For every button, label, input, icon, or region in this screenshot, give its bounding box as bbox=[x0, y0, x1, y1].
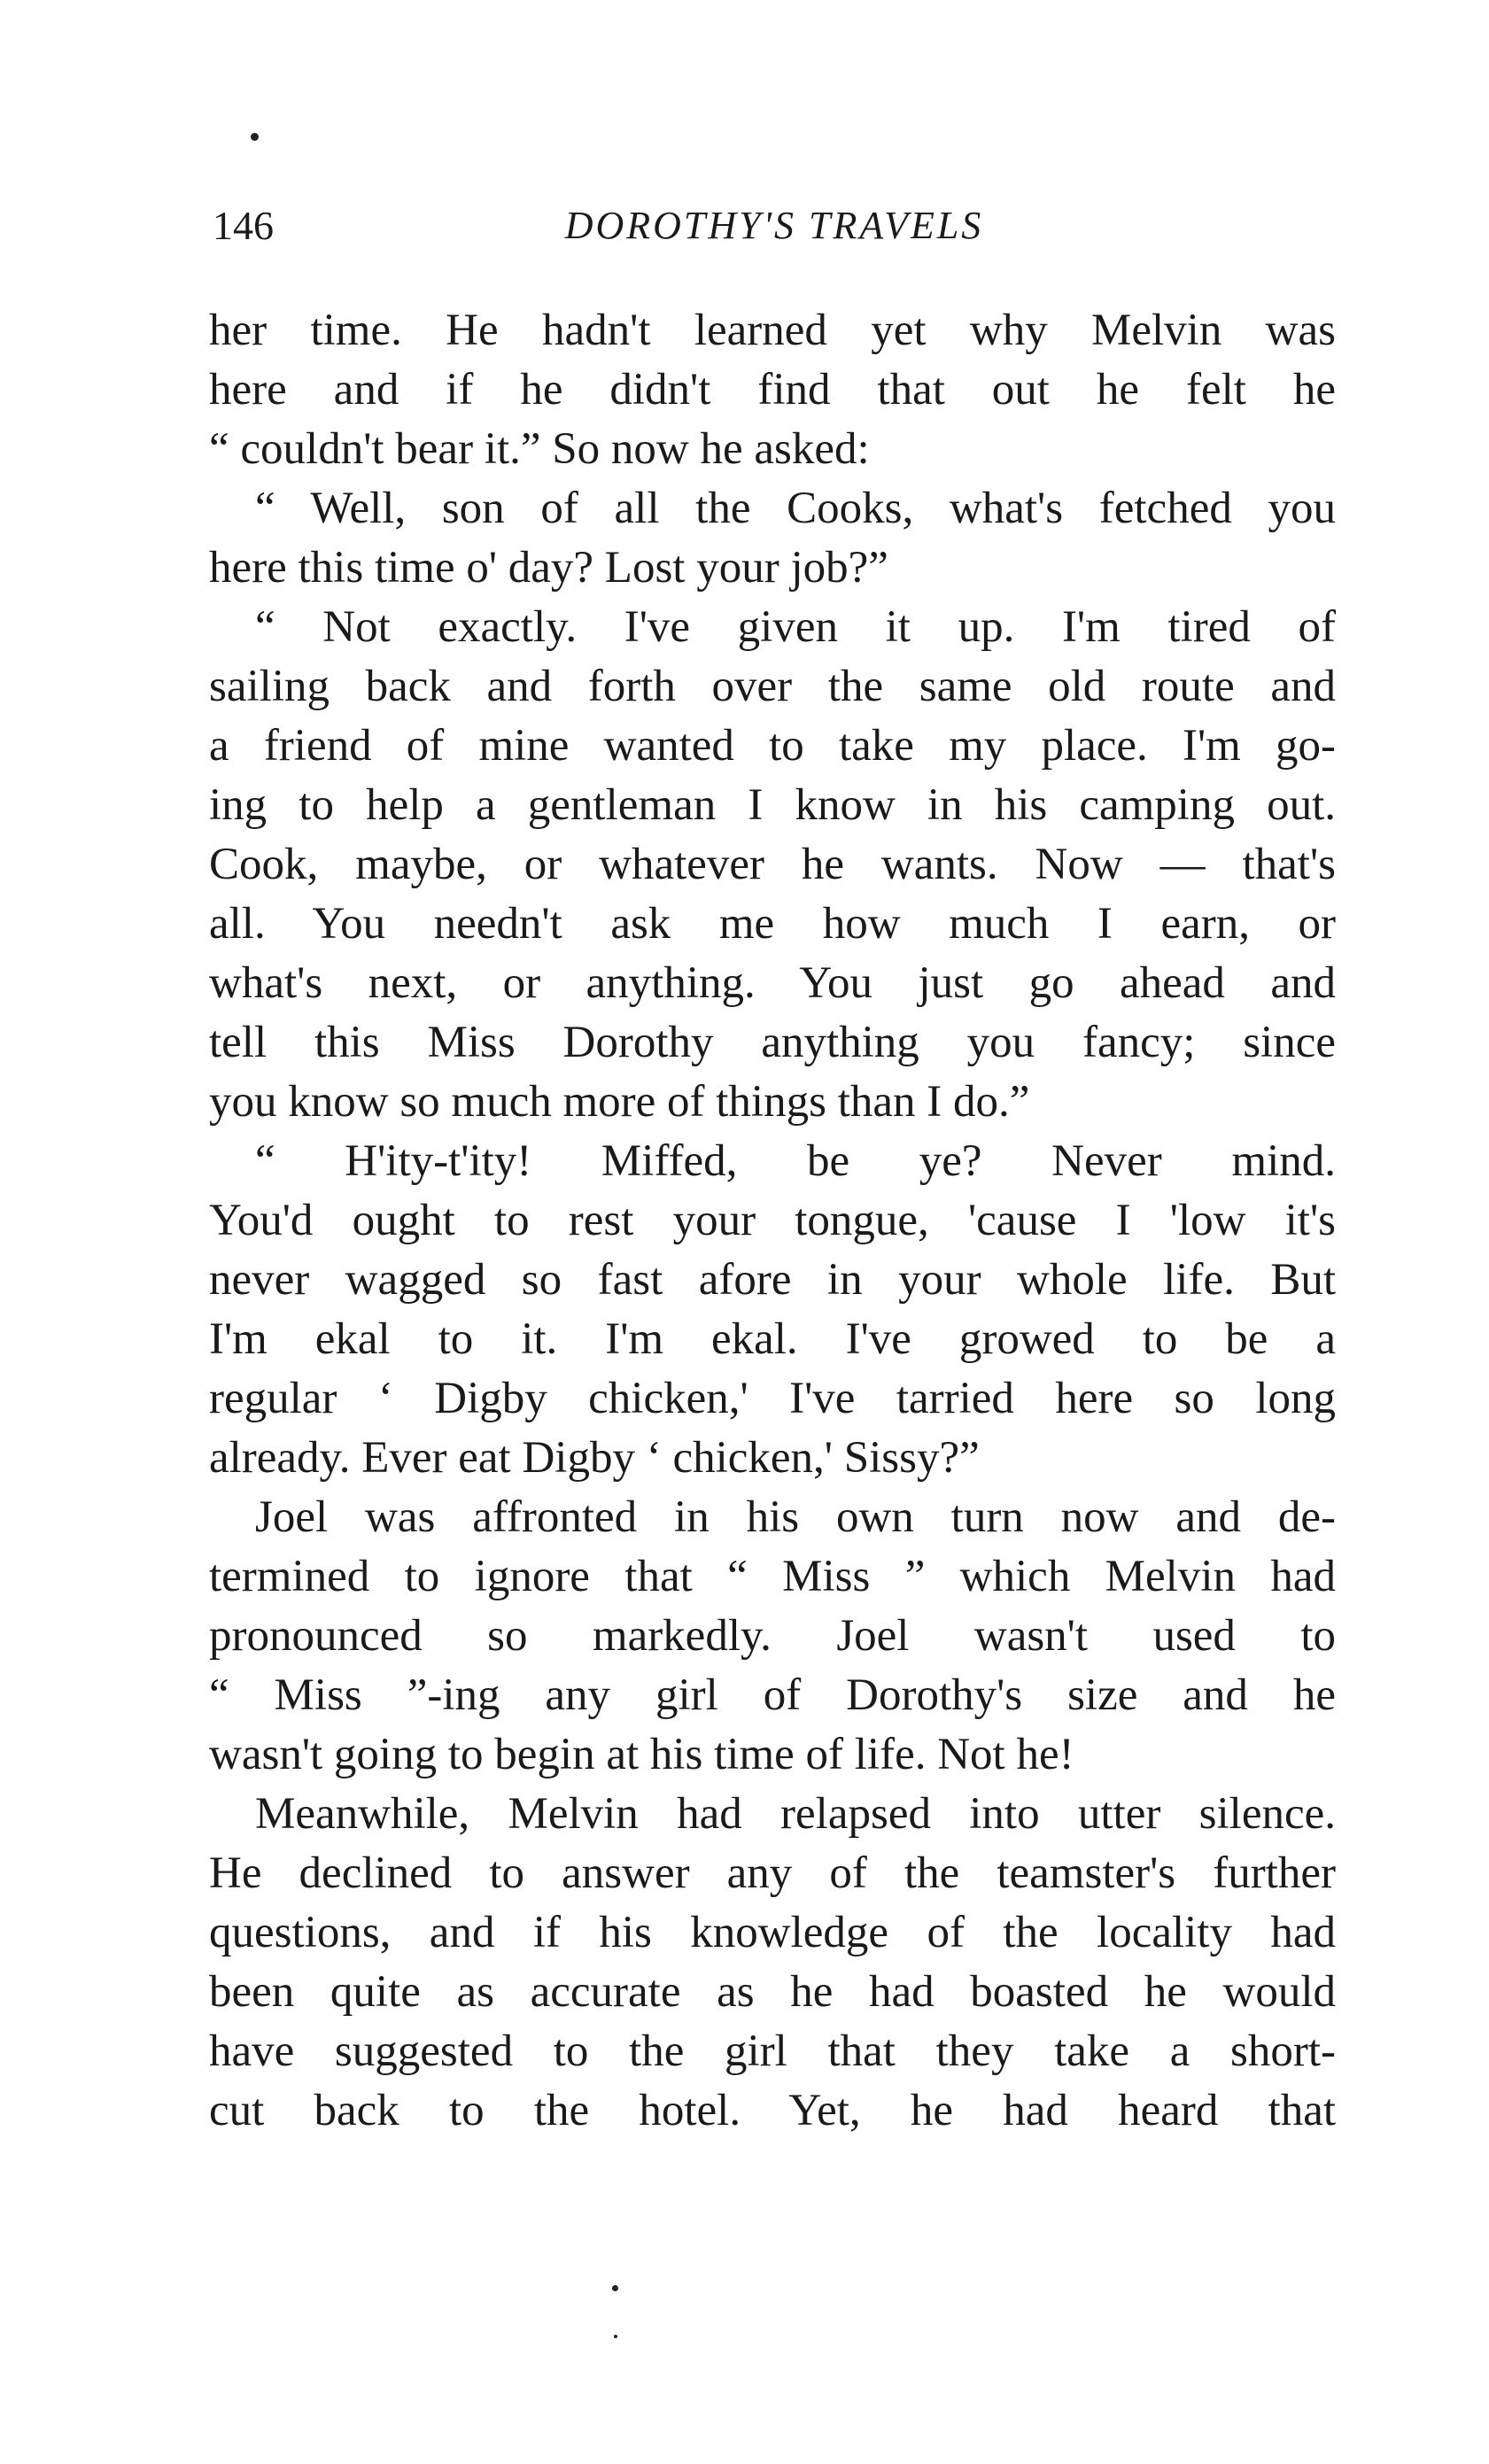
text-line: ing to help a gentleman I know in his camping out. bbox=[209, 780, 1336, 830]
text-line: questions, and if his knowledge of the locality had bbox=[209, 1908, 1336, 1957]
ink-speck bbox=[612, 2285, 618, 2291]
body-text bbox=[209, 301, 1336, 2141]
text-line: regular ‘ Digby chicken,' I've tarried here so long bbox=[209, 1374, 1336, 1423]
text-line: “ couldn't bear it.” So now he asked: bbox=[209, 424, 870, 474]
text-line: been quite as accurate as he had boasted he would bbox=[209, 1967, 1336, 2017]
text-line: He declined to answer any of the teamster's further bbox=[209, 1848, 1336, 1898]
text-line: Cook, maybe, or whatever he wants. Now — that's bbox=[209, 840, 1336, 889]
text-line: what's next, or anything. You just go ahead and bbox=[209, 958, 1336, 1008]
text-line: already. Ever eat Digby ‘ chicken,' Sissy?” bbox=[209, 1433, 980, 1483]
page-header bbox=[213, 199, 1336, 252]
text-line: tell this Miss Dorothy anything you fancy; since bbox=[209, 1018, 1336, 1067]
running-head: DOROTHY'S TRAVELS bbox=[564, 204, 984, 247]
text-line: Joel was affronted in his own turn now and de- bbox=[255, 1492, 1336, 1542]
text-line: a friend of mine wanted to take my place. I'm go- bbox=[209, 721, 1336, 771]
text-line: “ H'ity-t'ity! Miffed, be ye? Never mind. bbox=[255, 1136, 1336, 1186]
text-line: sailing back and forth over the same old route and bbox=[209, 662, 1336, 711]
text-line: Meanwhile, Melvin had relapsed into utter silence. bbox=[255, 1789, 1336, 1839]
text-line: her time. He hadn't learned yet why Melvin was bbox=[209, 306, 1336, 355]
text-line: here this time o' day? Lost your job?” bbox=[209, 543, 888, 593]
text-line: wasn't going to begin at his time of life. Not he! bbox=[209, 1730, 1074, 1779]
text-line: have suggested to the girl that they take a short- bbox=[209, 2026, 1336, 2076]
text-line: I'm ekal to it. I'm ekal. I've growed to be a bbox=[209, 1314, 1336, 1364]
text-line: never wagged so fast afore in your whole life. But bbox=[209, 1255, 1336, 1305]
text-line: “ Well, son of all the Cooks, what's fetched you bbox=[255, 484, 1336, 533]
ink-speck bbox=[614, 2335, 617, 2338]
page-number: 146 bbox=[213, 203, 274, 248]
text-line: “ Not exactly. I've given it up. I'm tired of bbox=[255, 602, 1336, 652]
text-line: “ Miss ”-ing any girl of Dorothy's size and he bbox=[209, 1670, 1336, 1720]
text-line: you know so much more of things than I do.” bbox=[209, 1077, 1030, 1127]
text-line: cut back to the hotel. Yet, he had heard that bbox=[209, 2086, 1336, 2135]
text-line: all. You needn't ask me how much I earn, or bbox=[209, 899, 1336, 949]
text-line: termined to ignore that “ Miss ” which Melvin had bbox=[209, 1552, 1336, 1601]
text-line: pronounced so markedly. Joel wasn't used to bbox=[209, 1611, 1336, 1661]
ink-speck bbox=[251, 133, 259, 141]
text-line: here and if he didn't find that out he felt he bbox=[209, 365, 1336, 415]
text-line: You'd ought to rest your tongue, 'cause I 'low it's bbox=[209, 1196, 1336, 1245]
